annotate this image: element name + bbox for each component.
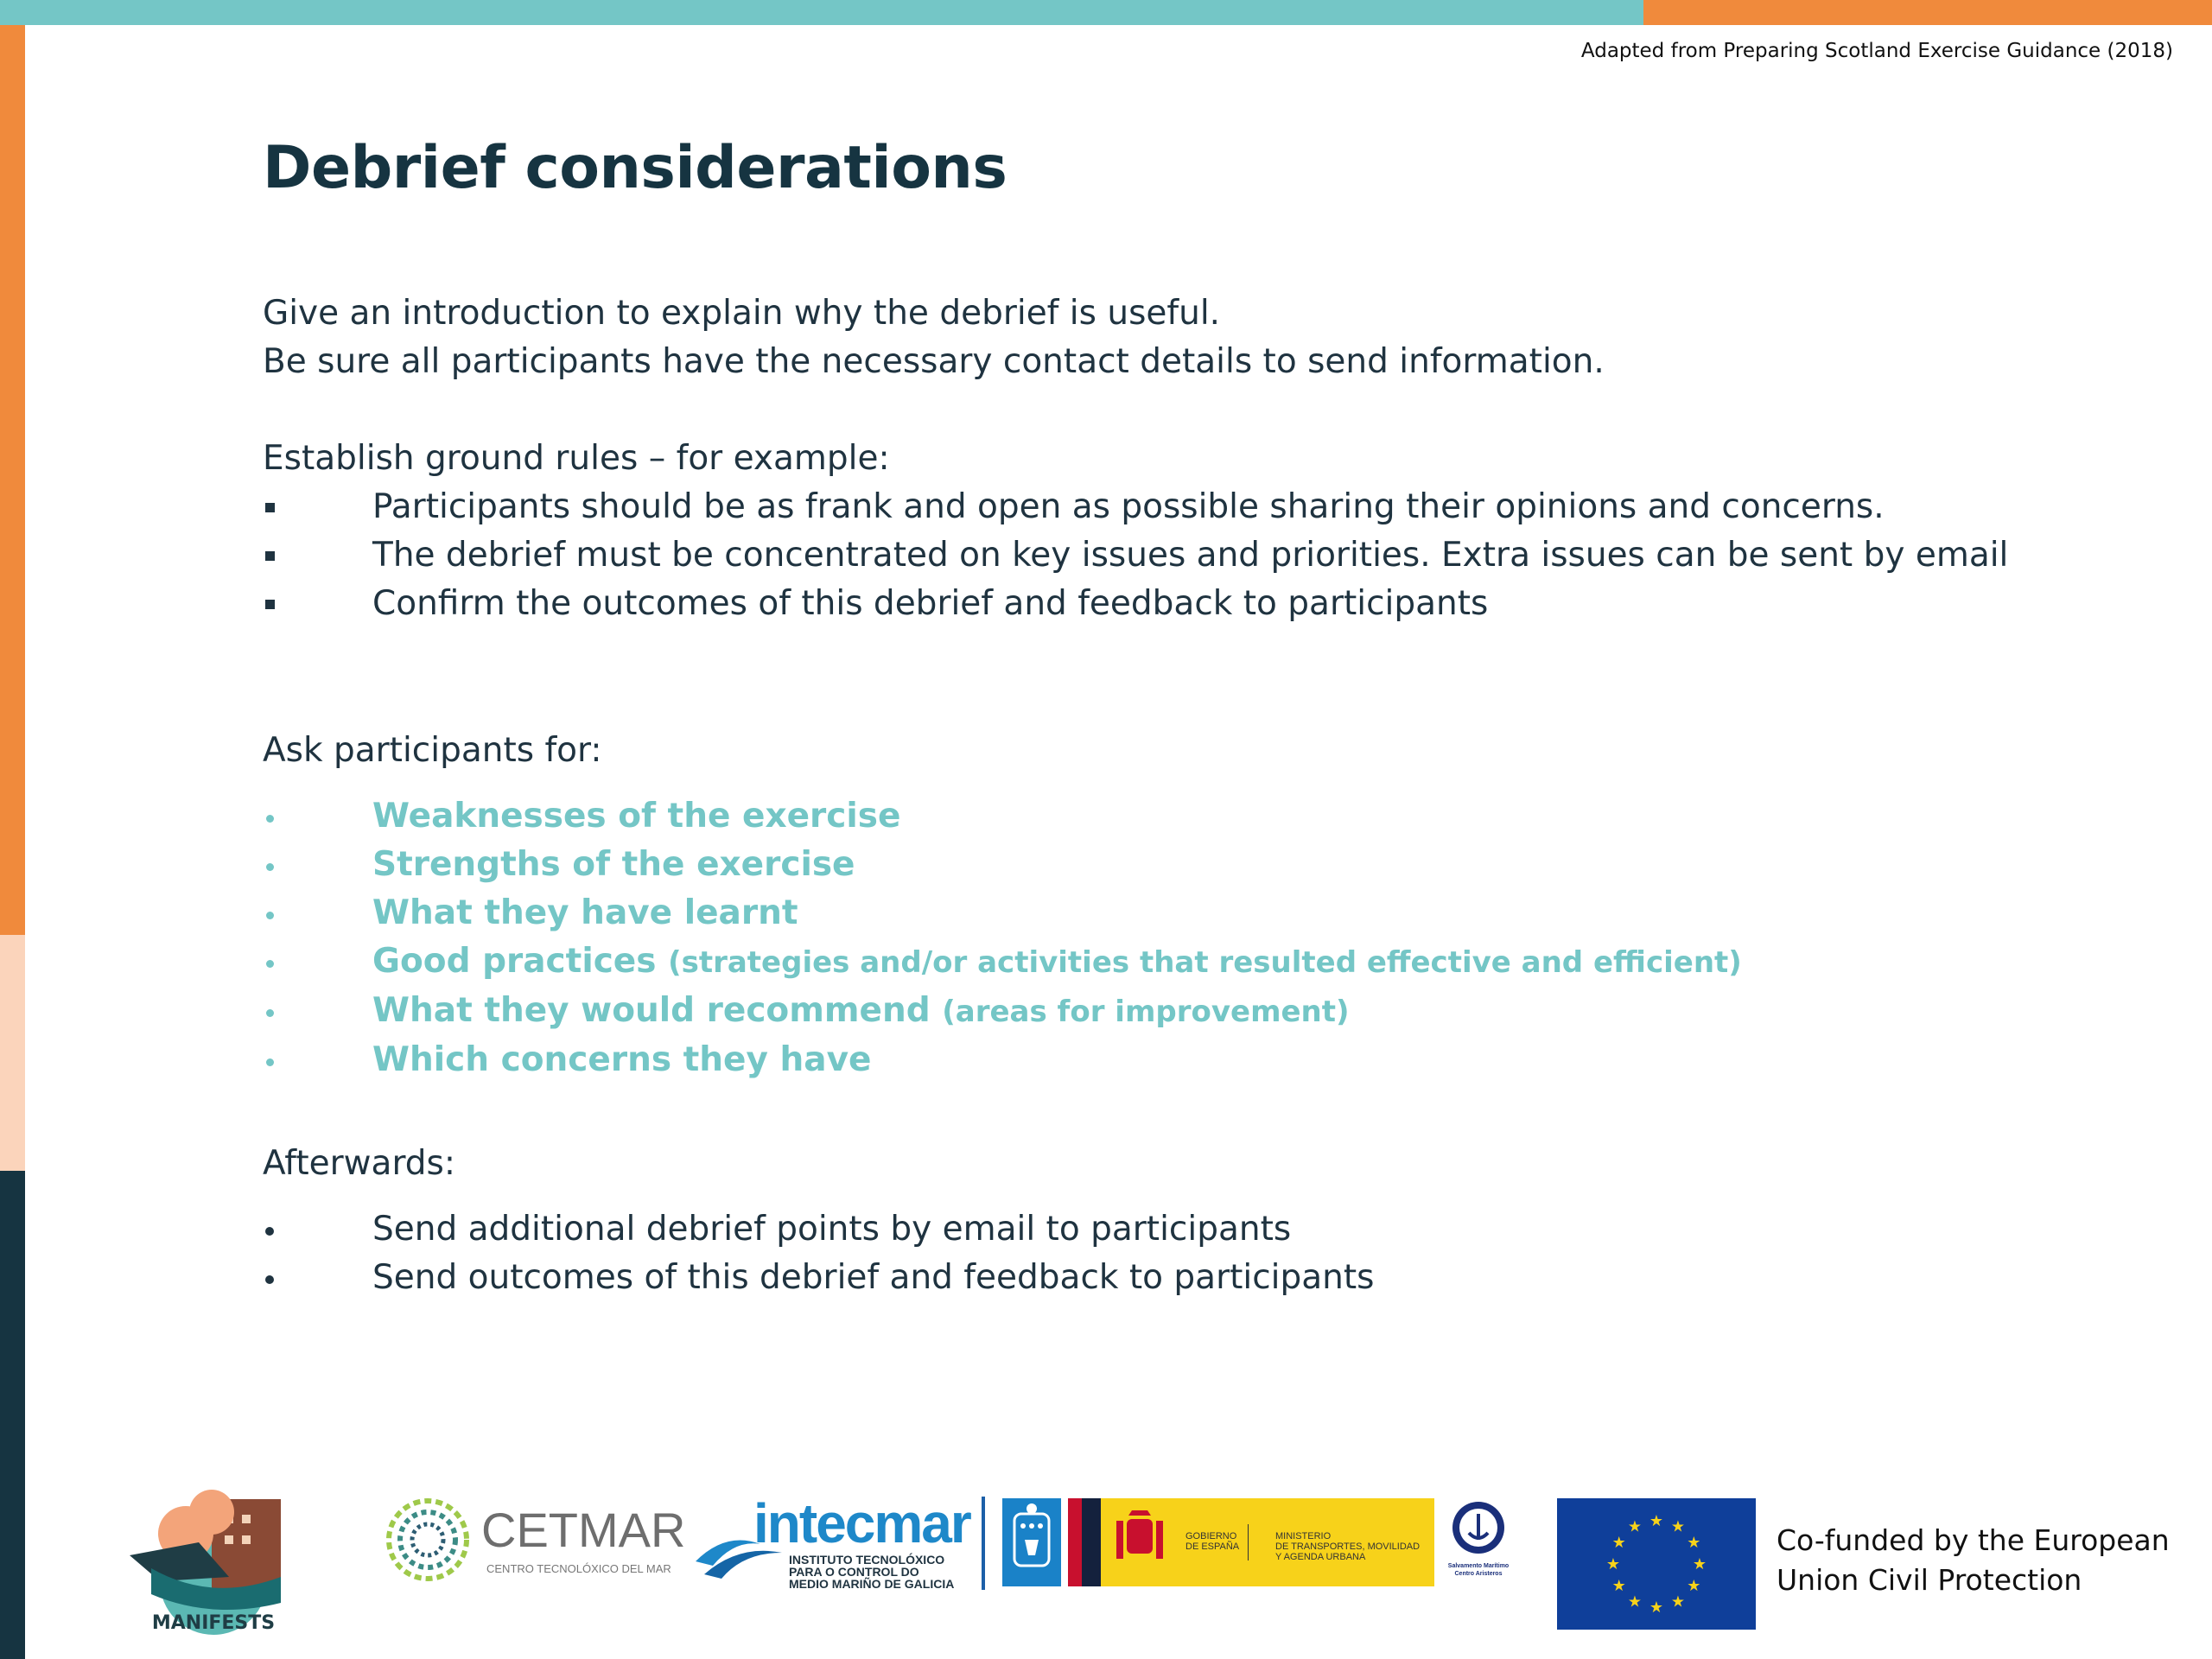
intecmar-name: intecmar <box>753 1492 970 1554</box>
gobierno-text-1: GOBIERNO <box>1185 1531 1237 1541</box>
svg-text:MANIFESTS: MANIFESTS <box>151 1612 276 1634</box>
ground-rules-heading: Establish ground rules – for example: <box>263 439 890 478</box>
eu-star-icon: ★ <box>1611 1534 1626 1552</box>
list-item: Strengths of the exercise <box>372 845 855 884</box>
eu-star-icon: ★ <box>1649 1512 1664 1530</box>
intecmar-logo <box>691 1492 970 1594</box>
intro-line-1: Give an introduction to explain why the debrief is useful. <box>263 294 1221 333</box>
salvamento-text-1: Salvamento Marítimo <box>1447 1563 1510 1569</box>
eu-funding-text <box>1777 1521 2170 1600</box>
xunta-galicia-logo <box>1002 1498 1061 1586</box>
ministerio-text-3: Y AGENDA URBANA <box>1275 1552 1366 1562</box>
eu-star-icon: ★ <box>1670 1517 1686 1536</box>
eu-star-icon: ★ <box>1605 1555 1621 1573</box>
cetmar-emblem-icon <box>385 1495 480 1581</box>
ground-rules-list <box>263 483 2120 628</box>
intecmar-sub-1: INSTITUTO TECNOLÓXICO <box>789 1553 945 1567</box>
list-item: Participants should be as frank and open as possible sharing their opinions and concerns. <box>372 487 1885 526</box>
eu-star-icon: ★ <box>1692 1555 1707 1573</box>
item-note: (strategies and/or activities that resulted effective and efficient) <box>668 945 1742 980</box>
eu-star-icon: ★ <box>1627 1517 1643 1536</box>
slide-title: Debrief considerations <box>263 134 1007 202</box>
eu-text-line-1: Co-funded by the European <box>1777 1523 2170 1557</box>
ministerio-text-1: MINISTERIO <box>1275 1531 1332 1541</box>
top-bar-orange <box>1643 0 2212 25</box>
eu-star-icon: ★ <box>1649 1599 1664 1617</box>
eu-star-icon: ★ <box>1611 1577 1626 1595</box>
galicia-shield-icon <box>1002 1498 1061 1586</box>
list-item: Good practices (strategies and/or activities that resulted effective and efficient) <box>372 942 1742 981</box>
cetmar-name: CETMAR <box>481 1503 686 1557</box>
salvamento-emblem-icon <box>1434 1498 1522 1559</box>
intro-line-2: Be sure all participants have the necessary contact details to send information. <box>263 342 1605 381</box>
eu-star-icon: ★ <box>1627 1592 1643 1611</box>
cetmar-logo <box>385 1495 687 1581</box>
left-bar-peach <box>0 935 25 1171</box>
list-item: Confirm the outcomes of this debrief and feedback to participants <box>372 584 1489 623</box>
afterwards-list <box>263 1205 2120 1302</box>
list-item: Send additional debrief points by email to participants <box>372 1210 1292 1249</box>
eu-text-line-2: Union Civil Protection <box>1777 1563 2082 1597</box>
salvamento-text-2: Centro Aristeros <box>1454 1571 1503 1577</box>
source-note: Adapted from Preparing Scotland Exercise Guidance (2018) <box>1580 40 2173 62</box>
eu-flag-logo <box>1557 1498 1756 1630</box>
coat-of-arms-icon <box>1109 1509 1170 1578</box>
left-bar-navy <box>0 1171 25 1659</box>
eu-star-icon: ★ <box>1687 1577 1701 1595</box>
manifests-logo <box>117 1473 311 1637</box>
left-bar-orange <box>0 25 25 935</box>
intecmar-sub-2: PARA O CONTROL DO <box>789 1565 919 1579</box>
item-note: (areas for improvement) <box>942 995 1350 1029</box>
eu-stars-icon <box>1557 1498 1756 1630</box>
slide-content <box>263 289 2120 1302</box>
cetmar-sub: CENTRO TECNOLÓXICO DEL MAR <box>486 1562 671 1575</box>
gobierno-espana-logo <box>1068 1498 1434 1586</box>
list-item: The debrief must be concentrated on key issues and priorities. Extra issues can be sent by email <box>372 536 2009 575</box>
ministerio-text-2: DE TRANSPORTES, MOVILIDAD <box>1275 1541 1421 1552</box>
gobierno-text-2: DE ESPAÑA <box>1185 1541 1240 1552</box>
list-item: Which concerns they have <box>372 1040 872 1079</box>
list-item: Weaknesses of the exercise <box>372 797 901 836</box>
top-bar-teal <box>0 0 1643 25</box>
logo-separator <box>982 1497 985 1590</box>
ask-heading: Ask participants for: <box>263 731 602 770</box>
ask-list <box>263 792 2120 1084</box>
eu-star-icon: ★ <box>1670 1592 1686 1611</box>
list-item: What they have learnt <box>372 893 798 932</box>
list-item: What they would recommend (areas for improvement) <box>372 991 1350 1030</box>
intecmar-sub-3: MEDIO MARIÑO DE GALICIA <box>789 1577 955 1591</box>
list-item: Send outcomes of this debrief and feedback to participants <box>372 1258 1375 1297</box>
salvamento-maritimo-logo <box>1434 1498 1522 1586</box>
afterwards-heading: Afterwards: <box>263 1144 456 1183</box>
eu-star-icon: ★ <box>1687 1534 1701 1552</box>
